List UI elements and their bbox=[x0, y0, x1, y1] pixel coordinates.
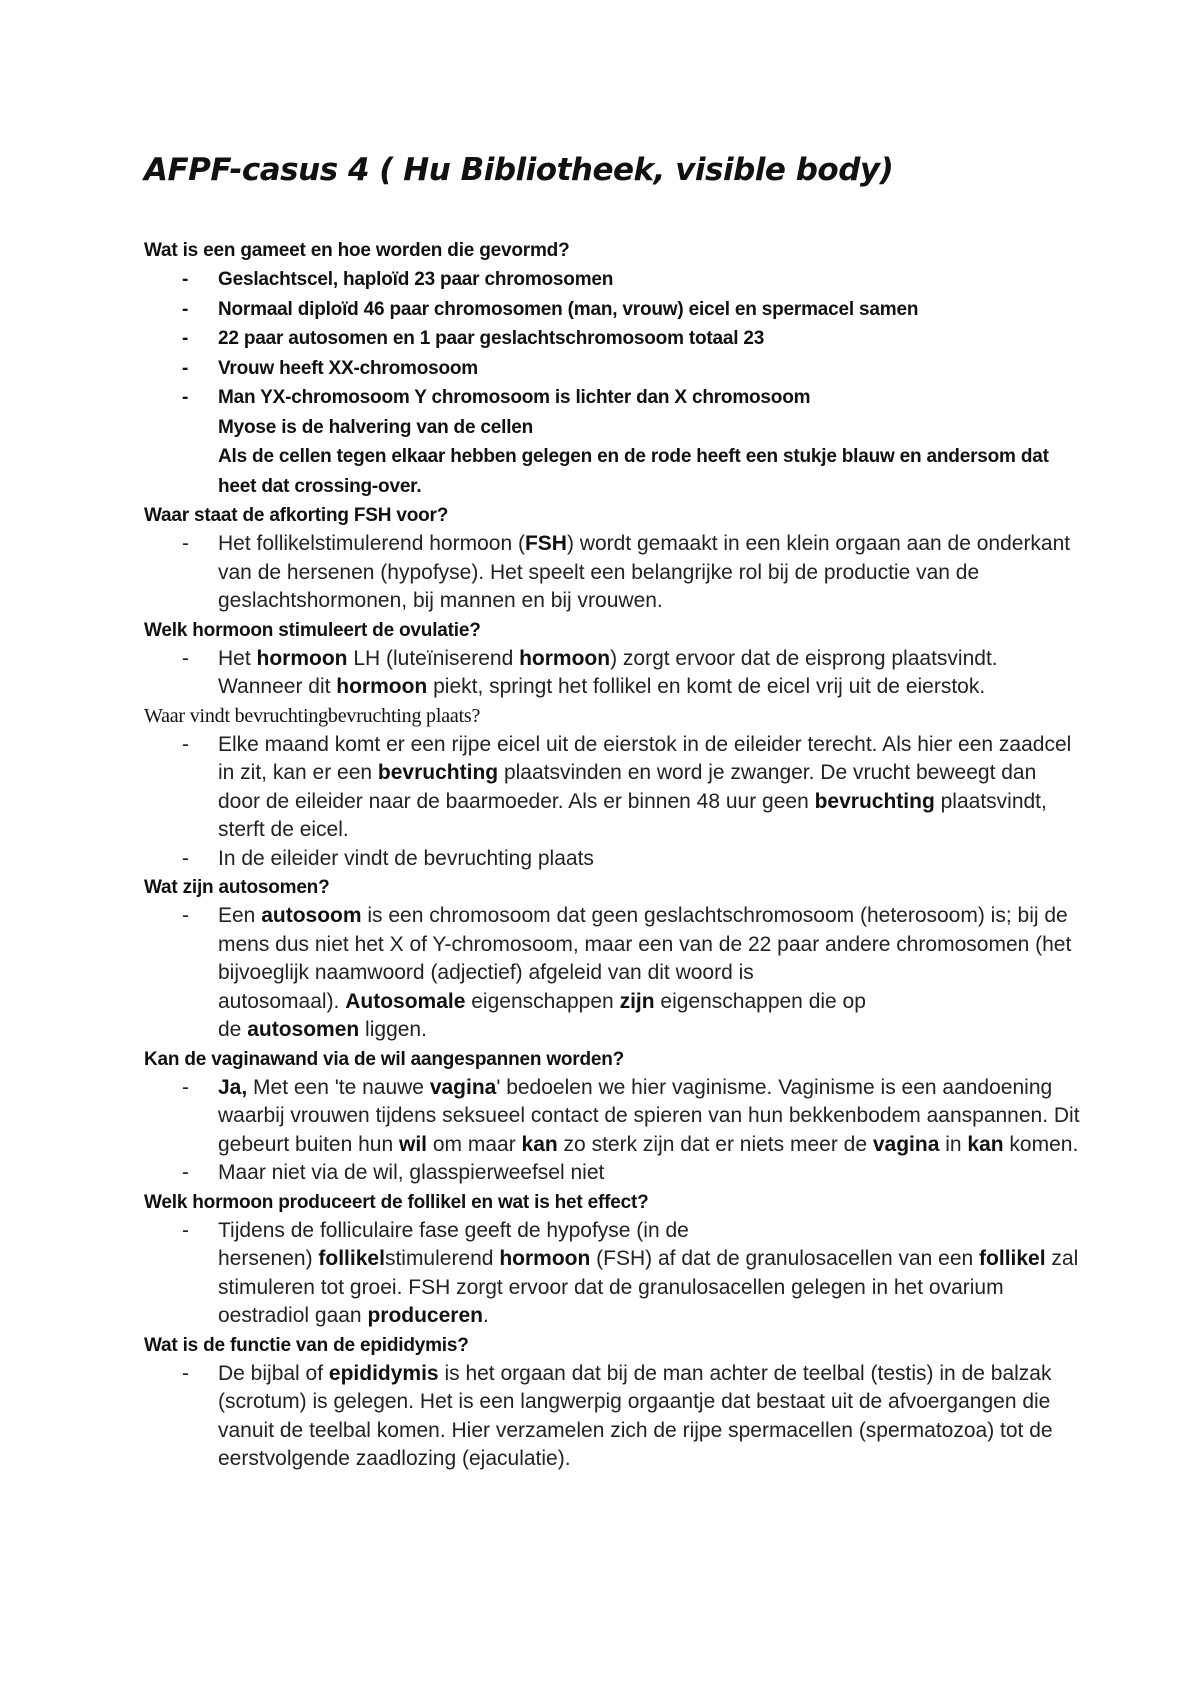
qa-sections bbox=[144, 236, 1084, 1474]
answer-text: eigenschappen die op bbox=[654, 989, 866, 1013]
answer-list bbox=[144, 1074, 1084, 1188]
answer-text: ) zorgt ervoor dat de eisprong plaatsvindt. Wanneer dit bbox=[218, 646, 998, 698]
answer-text: de bbox=[218, 1018, 248, 1041]
answer-item bbox=[144, 645, 1084, 702]
answer-text: Met een 'te nauwe bbox=[247, 1075, 430, 1099]
answer-keyword: autosoom bbox=[261, 904, 362, 927]
answer-text: plaatsvinden en word je zwanger. De vrucht beweegt dan door de eileider naar de baarmoeder. Als er binnen 48 uur geen bbox=[218, 761, 1037, 813]
answer-item bbox=[144, 1360, 1084, 1474]
bullet-dash: - bbox=[182, 298, 189, 320]
answer-text: autosomaal). bbox=[218, 989, 346, 1013]
answer-text: Het follikelstimulerend hormoon ( bbox=[218, 532, 525, 555]
answer-text: stimulerend bbox=[384, 1247, 500, 1270]
answer-text: liggen. bbox=[359, 1018, 427, 1041]
answer-item bbox=[144, 845, 1084, 874]
answer-item bbox=[144, 1217, 1084, 1331]
answer-keyword: zijn bbox=[619, 989, 655, 1013]
answer-item bbox=[144, 324, 1084, 354]
document-title: AFPF-casus 4 ( Hu Bibliotheek, visible body) bbox=[144, 152, 894, 188]
answer-list bbox=[144, 645, 1084, 702]
answer-keyword: autosomen bbox=[247, 1018, 360, 1041]
answer-keyword: kan bbox=[521, 1132, 558, 1156]
answer-keyword: hormoon bbox=[336, 675, 428, 698]
bullet-dash: - bbox=[182, 732, 189, 756]
answer-item bbox=[144, 530, 1084, 616]
answer-text: Man YX-chromosoom Y chromosoom is lichter dan X chromosoom bbox=[218, 387, 811, 408]
question-heading: Welk hormoon stimuleert de ovulatie? bbox=[144, 619, 481, 641]
answer-list bbox=[144, 265, 1084, 413]
question-heading: Waar staat de afkorting FSH voor? bbox=[144, 505, 449, 526]
answer-item bbox=[144, 731, 1084, 845]
answer-text: zal stimuleren tot groei. FSH zorgt ervoor dat de granulosacellen gelegen in het ovarium oestradiol gaan bbox=[218, 1247, 1079, 1327]
question-heading: Wat is een gameet en hoe worden die gevormd? bbox=[144, 240, 570, 261]
answer-text: ' bedoelen we hier vaginisme. Vaginisme is een aandoening waarbij vrouwen tijdens seksueel contact de spieren van hun bekkenbodem aanspannen. Dit gebeurt buiten hun bbox=[218, 1075, 1080, 1156]
answer-list bbox=[144, 731, 1084, 874]
answer-text: in bbox=[939, 1132, 968, 1156]
answer-text: ) wordt gemaakt in een klein orgaan aan de onderkant van de hersenen (hypofyse). Het speelt een belangrijke rol bij de productie van de geslachtshormonen, bij mannen en bij vrouwen. bbox=[218, 532, 1071, 612]
continuation-text: Myose is de halvering van de cellen bbox=[218, 416, 534, 438]
answer-keyword: follikel bbox=[979, 1247, 1046, 1270]
answer-text: De bijbal of bbox=[218, 1361, 329, 1385]
answer-keyword: wil bbox=[398, 1132, 427, 1156]
answer-keyword: FSH bbox=[524, 532, 567, 555]
bullet-dash: - bbox=[182, 532, 189, 555]
answer-keyword: produceren bbox=[367, 1304, 483, 1327]
answer-keyword: kan bbox=[967, 1132, 1004, 1156]
bullet-dash: - bbox=[182, 269, 189, 290]
answer-keyword: bevruchting bbox=[377, 761, 499, 784]
bullet-dash: - bbox=[182, 646, 189, 670]
answer-text: (FSH) af dat de granulosacellen van een bbox=[590, 1247, 980, 1270]
answer-keyword: epididymis bbox=[328, 1361, 439, 1385]
answer-keyword: bevruchting bbox=[814, 789, 935, 813]
question-heading: Wat zijn autosomen? bbox=[144, 877, 330, 898]
answer-keyword: Ja, bbox=[218, 1075, 248, 1099]
answer-text: piekt, springt het follikel en komt de eicel vrij uit de eierstok. bbox=[427, 675, 986, 698]
bullet-dash: - bbox=[182, 846, 189, 870]
answer-text: plaatsvindt, sterft de eicel. bbox=[218, 789, 1047, 841]
answer-text: Elke maand komt er een rijpe eicel uit de eierstok in de eileider terecht. Als hier een zaadcel in zit, kan er een bbox=[218, 732, 1072, 784]
answer-keyword: hormoon bbox=[519, 646, 611, 670]
answer-text: komen. bbox=[1003, 1132, 1079, 1156]
bullet-dash: - bbox=[182, 1075, 189, 1099]
answer-text: om maar bbox=[427, 1132, 522, 1156]
answer-text: is het orgaan dat bij de man achter de teelbal (testis) in de balzak (scrotum) is gelegen. Het is een langwerpig orgaantje dat bestaat uit de afvoergangen die vanuit de teelbal komen. Hier verzamelen zich de rijpe spermacellen (spermatozoa) tot de eerstvolgende zaadlozing (ejaculatie). bbox=[218, 1361, 1053, 1470]
question-heading: Wat is de functie van de epididymis? bbox=[144, 1334, 469, 1356]
answer-text: Normaal diploïd 46 paar chromosomen (man, vrouw) eicel en spermacel samen bbox=[218, 298, 919, 320]
answer-text: Maar niet via de wil, glasspierweefsel niet bbox=[218, 1161, 605, 1184]
answer-keyword: hormoon bbox=[499, 1247, 591, 1270]
answer-keyword: vagina bbox=[429, 1075, 497, 1099]
answer-text: Geslachtscel, haploïd 23 paar chromosomen bbox=[218, 269, 614, 290]
bullet-dash: - bbox=[182, 328, 189, 349]
bullet-dash: - bbox=[182, 1218, 189, 1242]
bullet-dash: - bbox=[182, 1161, 189, 1184]
document-page bbox=[144, 140, 1084, 1474]
continuation-text: Als de cellen tegen elkaar hebben gelegen en de rode heeft een stukje blauw en andersom dat heet dat crossing-over. bbox=[218, 446, 1049, 497]
answer-text: eigenschappen bbox=[465, 989, 620, 1013]
answer-keyword: hormoon bbox=[256, 646, 348, 670]
question-heading: Kan de vaginawand via de wil aangespannen worden? bbox=[144, 1048, 625, 1070]
answer-text: In de eileider vindt de bevruchting plaats bbox=[218, 846, 594, 870]
answer-text: zo sterk zijn dat er niets meer de bbox=[557, 1132, 873, 1156]
answer-item bbox=[144, 295, 1084, 325]
bullet-dash: - bbox=[182, 1361, 189, 1385]
question-heading: Welk hormoon produceert de follikel en wat is het effect? bbox=[144, 1191, 649, 1213]
bullet-dash: - bbox=[182, 387, 189, 408]
answer-text: 22 paar autosomen en 1 paar geslachtschromosoom totaal 23 bbox=[218, 328, 765, 349]
answer-text: Een bbox=[218, 904, 262, 927]
question-heading: Waar vindt bevruchtingbevruchting plaats? bbox=[144, 704, 481, 727]
answer-text: Vrouw heeft XX-chromosoom bbox=[218, 357, 478, 379]
answer-item bbox=[144, 265, 1084, 295]
answer-list bbox=[144, 1360, 1084, 1474]
answer-keyword: Autosomale bbox=[345, 989, 466, 1013]
answer-item bbox=[144, 1074, 1084, 1160]
answer-list bbox=[144, 530, 1084, 616]
bullet-dash: - bbox=[182, 904, 189, 927]
answer-item bbox=[144, 902, 1084, 1045]
answer-text: Het bbox=[218, 646, 257, 670]
answer-text: is een chromosoom dat geen geslachtschromosoom (heterosoom) is; bij de mens dus niet het X of Y-chromosoom, maar een van de 22 paar andere chromosomen (het bijvoeglijk naamwoord (adjectief) afgeleid van dit woord is bbox=[218, 904, 1072, 984]
answer-text: . bbox=[482, 1304, 489, 1327]
answer-keyword: vagina bbox=[872, 1132, 940, 1156]
answer-item bbox=[144, 354, 1084, 384]
answer-keyword: follikel bbox=[318, 1247, 385, 1270]
answer-list bbox=[144, 902, 1084, 1045]
answer-list bbox=[144, 1217, 1084, 1331]
answer-text: Tijdens de folliculaire fase geeft de hypofyse (in de bbox=[218, 1218, 689, 1242]
answer-text: hersenen) bbox=[218, 1247, 319, 1270]
answer-item bbox=[144, 383, 1084, 413]
answer-text: LH (luteïniserend bbox=[347, 646, 520, 670]
answer-item bbox=[144, 1159, 1084, 1188]
bullet-dash: - bbox=[182, 357, 189, 379]
